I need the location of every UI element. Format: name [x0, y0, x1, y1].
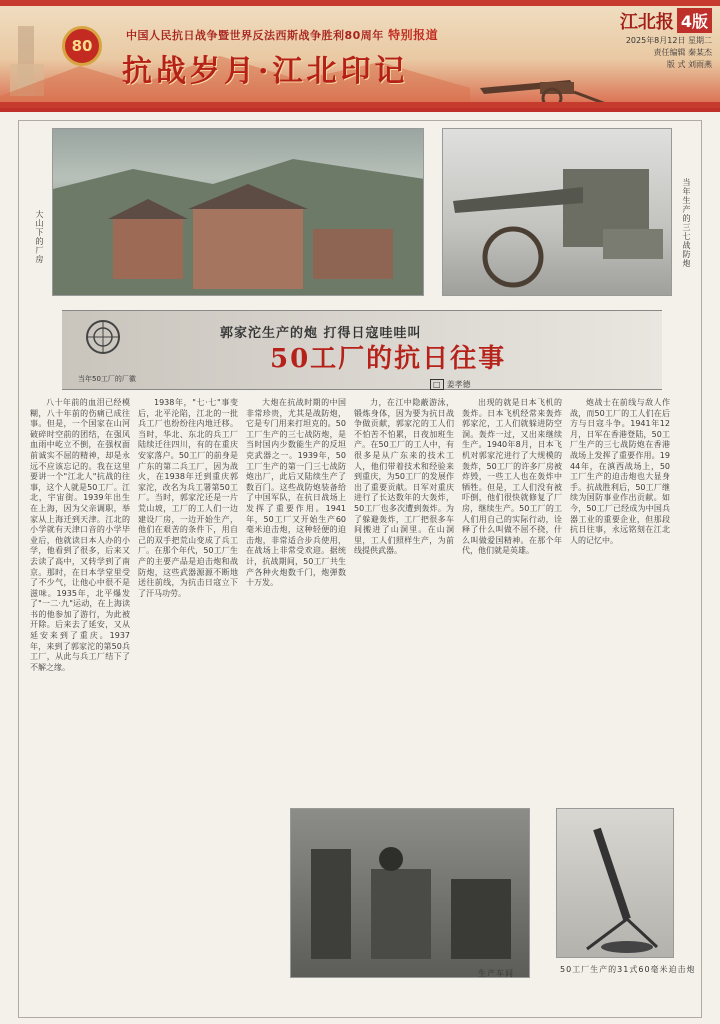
article-title: 50工厂的抗日往事: [270, 344, 507, 374]
mortar-photo: [556, 808, 674, 958]
text-column-1: [30, 398, 130, 988]
subhead-text: 中国人民抗日战争暨世界反法西斯战争胜利80周年: [126, 29, 384, 42]
text-column-6: [570, 398, 670, 808]
top-right-caption: 当年生产的三七战防炮: [682, 178, 691, 268]
paragraph: 1938年，"七·七"事变后，北平沦陷，江北的一批兵工厂也纷纷往内地迁移。当时，华北、东北的兵工厂陆续迁往四川，有的在重庆安家落户。50工厂的前身是广东的第二兵工厂，因为战火，在1938年迁到重庆郭家沱，改名为兵工署第50工厂。当时，郭家沱还是一片荒山坡，工厂的工人们一边建设厂房，一边开始生产，他们在艰苦的条件下，用自己的双手把荒山变成了兵工厂。在那个年代，50工厂生产的主要产品是迫击炮和战防炮，这些武器源源不断地送往前线，为抗击日寇立下了汗马功劳。: [138, 398, 238, 598]
article-subtitle: 郭家沱生产的炮 打得日寇哇哇叫: [220, 326, 422, 341]
text-column-4: [354, 398, 454, 798]
date-line: 2025年8月12日 星期二: [625, 36, 712, 45]
paragraph: 出现的就是日本飞机的轰炸。日本飞机经常来轰炸郭家沱，工人们就躲进防空洞。轰炸一过，又出来继续生产。1940年8月，日本飞机对郭家沱进行了大规模的轰炸，50工厂的许多厂房被炸毁，一些工人也在轰炸中牺牲。但是，工人们没有被吓倒，他们很快就修复了厂房，继续生产。50工厂的工人们用自己的实际行动，诠释了什么叫做不屈不挠，什么叫做爱国精神。在那个年代，他们就是英雄。: [462, 398, 562, 556]
paragraph: 炮战士在前线与敌人作战，而50工厂的工人们在后方与日寇斗争。1941年12月，日军在香港登陆，50工厂生产的三七战防炮在香港战场上发挥了重要作用。1944年，在滇西战场上，50工厂生产的迫击炮也大显身手。抗战胜利后，50工厂继续为国防事业作出贡献。如今，50工厂已经成为中国兵器工业的重要企业，但那段抗日往事，永远铭刻在江北人的记忆中。: [570, 398, 670, 545]
masthead: 江北报: [619, 12, 674, 33]
paragraph: 力，在江中隐蔽游泳，锻炼身体，因为要为抗日战争做贡献，郭家沱的工人们不怕苦不怕累，日夜加班生产。在50工厂的工人中，有很多是从广东来的技术工人，他们带着技术和经验来到重庆，为50工厂的发展作出了重要贡献。日军对重庆进行了长达数年的大轰炸，50工厂也多次遭到轰炸。为了躲避轰炸，工厂把很多车间搬进了山洞里。在山洞里，工人们照样生产，为前线提供武器。: [354, 398, 454, 556]
text-column-3: [246, 398, 346, 798]
editor-line: 责任编辑 秦某杰: [653, 48, 712, 57]
workshop-photo: [290, 808, 530, 978]
text-column-2: [138, 398, 238, 988]
anti-tank-gun: [443, 129, 672, 296]
mortar-illustration: [557, 809, 674, 958]
author-name: 姜孝德: [446, 380, 471, 389]
design-line: 版 式 刘雨燕: [666, 60, 712, 69]
emblem-caption: 当年50工厂的厂徽: [78, 375, 136, 383]
bottom-right-caption: 50工厂生产的31式60毫米迫击炮: [560, 965, 696, 974]
workshop-illustration: [291, 809, 530, 978]
top-left-caption: 大山下的厂房: [35, 210, 44, 264]
paragraph: 大炮在抗战时期的中国非常珍贵，尤其是战防炮，它是专门用来打坦克的。50工厂生产的三七战防炮，是当时国内少数能生产的反坦克武器之一。1939年，50工厂生产的第一门三七战防炮出厂，此后又陆续生产了数百门。这些战防炮装备给了中国军队，在抗日战场上发挥了重要作用。1941年，50工厂又开始生产60毫米迫击炮，这种轻便的迫击炮，非常适合步兵使用，在战场上非常受欢迎。据统计，抗战期间，50工厂共生产各种火炮数千门，炮弹数十万发。: [246, 398, 346, 588]
factory-emblem-icon: [84, 318, 122, 356]
anniversary-logo: 80: [62, 26, 102, 66]
paragraph: 八十年前的血泪已经模糊，八十年前的伤痛已成往事。但是，一个国家在山河破碎时空前的团结，在强风血雨中屹立不倒，在强权面前诚实不屈的精神，却是永远不应该忘记的。我在这里要讲一个"江北人"抗战的往事，这个人就是50工厂。江北，宇宙街。1939年出生在上海，因为父亲调职，举家从上海迁到天津。江北的小学就有天津口音的小学毕业后，他就读日本人办的小学，他看到了很多，后来又去读了高中，又转学到了南京。那时，在日本学堂里受了不少气，让他心中很不是滋味。1935年，北平爆发了"一二·九"运动，在上海读书的他参加了游行，为此被开除。后来去了延安，又从延安来到了重庆。1937年，来到了郭家沱的第50兵工厂，从此与兵工厂结下了不解之缘。: [30, 398, 130, 672]
banner-title: 抗战岁月·江北印记: [122, 54, 409, 89]
subhead-tag: 特别报道: [388, 28, 439, 42]
header-banner: [0, 0, 720, 112]
factory-illustration: [53, 129, 424, 296]
text-column-5: [462, 398, 562, 798]
page-number: 4版: [677, 8, 712, 33]
bottom-stripe: [0, 102, 720, 108]
bottom-left-caption: 生产车间: [478, 969, 514, 978]
cannon-photo: [442, 128, 672, 296]
author-tag: □: [430, 379, 444, 390]
subhead: [126, 26, 438, 43]
factory-photo: [52, 128, 424, 296]
byline: [430, 379, 471, 390]
masthead-block: [600, 8, 712, 72]
